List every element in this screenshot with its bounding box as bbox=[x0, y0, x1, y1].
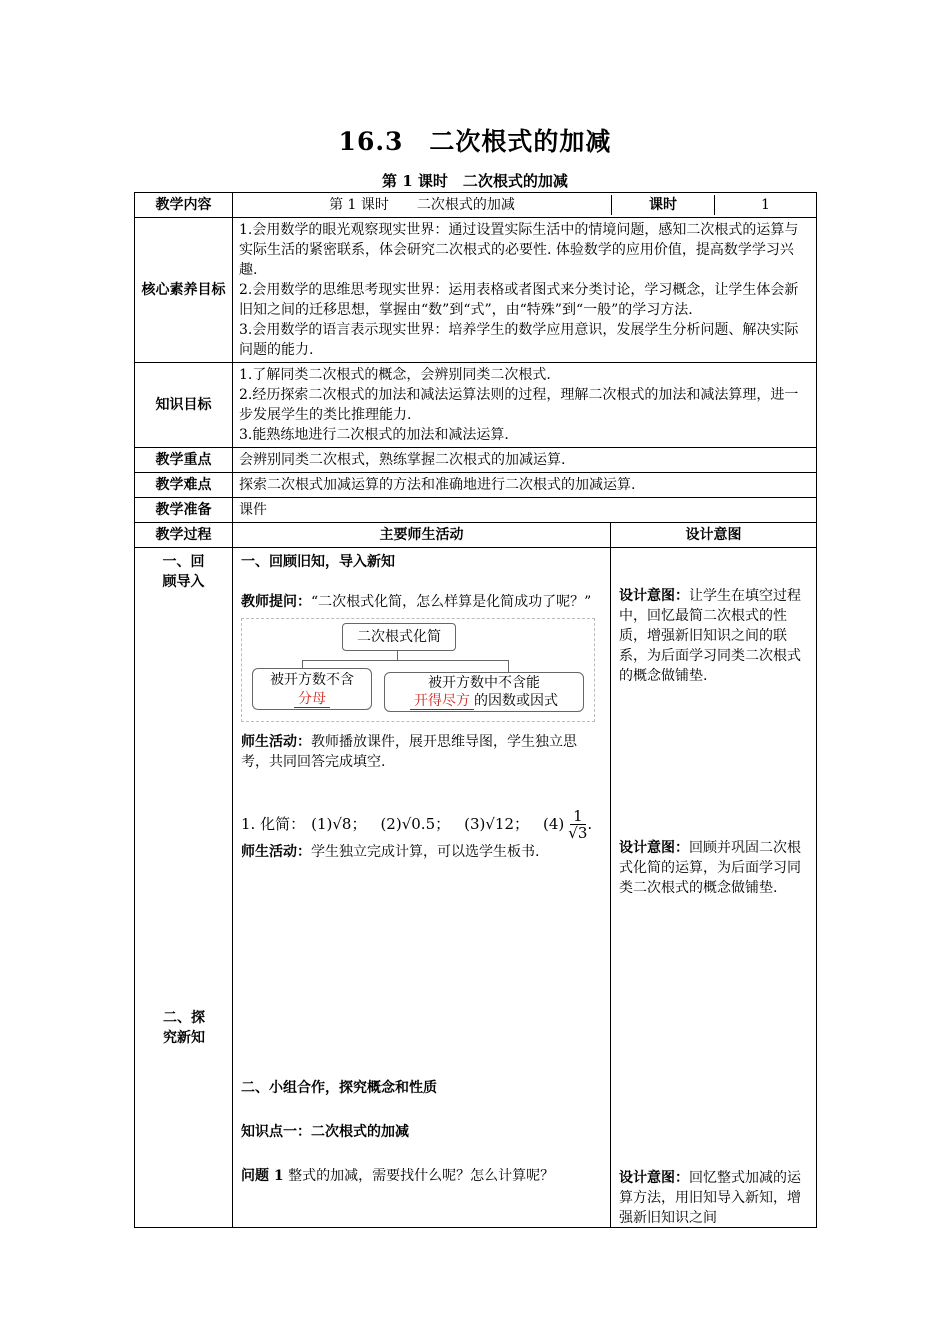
prep-label: 教学准备 bbox=[135, 498, 233, 523]
difficulty-value: 探索二次根式加减运算的方法和准确地进行二次根式的加减运算. bbox=[233, 473, 817, 498]
stage-column bbox=[135, 548, 233, 1228]
core-item-3: 3.会用数学的语言表示现实世界：培养学生的数学应用意识，发展学生分析问题、解决实际问题的能力. bbox=[239, 322, 799, 358]
mind-map-right-node: 被开方数中不含能 开得尽方 的因数或因式 bbox=[384, 672, 584, 712]
problem-1: 问题 1 整式的加减，需要找什么呢？怎么计算呢？ bbox=[241, 1168, 555, 1184]
content-label: 教学内容 bbox=[135, 193, 233, 218]
page-title: 16.3 二次根式的加减 bbox=[338, 127, 612, 156]
hours-value: 1 bbox=[761, 197, 770, 213]
core-label: 核心素养目标 bbox=[135, 218, 233, 363]
exercise-item-3: (3)√12； bbox=[464, 815, 530, 833]
fill-answer-square: 开得尽方 bbox=[410, 693, 474, 710]
fraction: 1 √3 bbox=[568, 806, 588, 842]
hours-label: 课时 bbox=[612, 195, 715, 215]
activity-header: 主要师生活动 bbox=[233, 523, 611, 548]
knowledge-point-1: 知识点一：二次根式的加减 bbox=[241, 1124, 409, 1140]
mind-map-root: 二次根式化简 bbox=[342, 623, 456, 651]
prep-value: 课件 bbox=[233, 498, 817, 523]
core-item-2: 2.会用数学的思维思考现实世界：运用表格或者图式来分类讨论，学习概念，让学生体会新旧知之间的迁移思想，掌握由“数”到“式”，由“特殊”到“一般”的学习方法. bbox=[239, 282, 799, 318]
lesson-plan-table bbox=[134, 192, 817, 1228]
mind-map bbox=[241, 618, 595, 722]
teacher-question: 教师提问：“二次根式化简，怎么样算是化简成功了呢？” bbox=[241, 594, 592, 610]
section2-title: 二、小组合作，探究概念和性质 bbox=[241, 1080, 437, 1096]
core-item-1: 1.会用数学的眼光观察现实世界：通过设置实际生活中的情境问题，感知二次根式的运算与实际生活的紧密联系，体会研究二次根式的必要性. 体验数学的应用价值，提高数学学习兴趣. bbox=[239, 222, 799, 278]
intent-1: 设计意图：让学生在填空过程中，回忆最简二次根式的性质，增强新旧知识之间的联系，为后面学习同类二次根式的概念做铺垫. bbox=[619, 588, 801, 684]
knowledge-label: 知识目标 bbox=[135, 363, 233, 448]
lesson-subtitle: 第 1 课时 二次根式的加减 bbox=[382, 172, 568, 190]
focus-value: 会辨别同类二次根式，熟练掌握二次根式的加减运算. bbox=[233, 448, 817, 473]
exercise-1: 1. 化简： (1)√8； (2)√0.5； (3)√12； (4) 1 √3 . bbox=[241, 806, 593, 842]
intent-2: 设计意图：回顾并巩固二次根式化简的运算，为后面学习同类二次根式的概念做铺垫. bbox=[619, 840, 801, 896]
focus-label: 教学重点 bbox=[135, 448, 233, 473]
activity1: 师生活动：教师播放课件，展开思维导图，学生独立思考，共同回答完成填空. bbox=[241, 734, 577, 770]
mind-map-left-node: 被开方数不含 分母 bbox=[252, 668, 372, 710]
section1-title: 一、回顾旧知，导入新知 bbox=[241, 554, 395, 570]
exercise-item-1: (1)√8； bbox=[311, 815, 367, 833]
process-label: 教学过程 bbox=[135, 523, 233, 548]
activity2: 师生活动：学生独立完成计算，可以选学生板书. bbox=[241, 844, 540, 860]
stage2-label: 二、探究新知 bbox=[163, 1010, 205, 1046]
intent-header: 设计意图 bbox=[611, 523, 817, 548]
exercise-item-2: (2)√0.5； bbox=[380, 815, 451, 833]
intent-column bbox=[611, 548, 817, 1228]
activity-column bbox=[233, 548, 611, 1228]
difficulty-label: 教学难点 bbox=[135, 473, 233, 498]
knowledge-item-3: 3.能熟练地进行二次根式的加法和减法运算. bbox=[239, 427, 509, 443]
knowledge-item-1: 1.了解同类二次根式的概念，会辨别同类二次根式. bbox=[239, 367, 551, 383]
stage1-label: 一、回顾导入 bbox=[162, 554, 205, 590]
exercise-item-4: (4) bbox=[543, 815, 565, 833]
content-value: 第 1 课时 二次根式的加减 bbox=[233, 195, 612, 215]
fill-answer-denominator: 分母 bbox=[294, 691, 330, 708]
intent-3: 设计意图：回忆整式加减的运算方法，用旧知导入新知，增强新旧知识之间 bbox=[619, 1170, 801, 1226]
knowledge-item-2: 2.经历探索二次根式的加法和减法运算法则的过程，理解二次根式的加法和减法算理，进一步发展学生的类比推理能力. bbox=[239, 387, 799, 423]
